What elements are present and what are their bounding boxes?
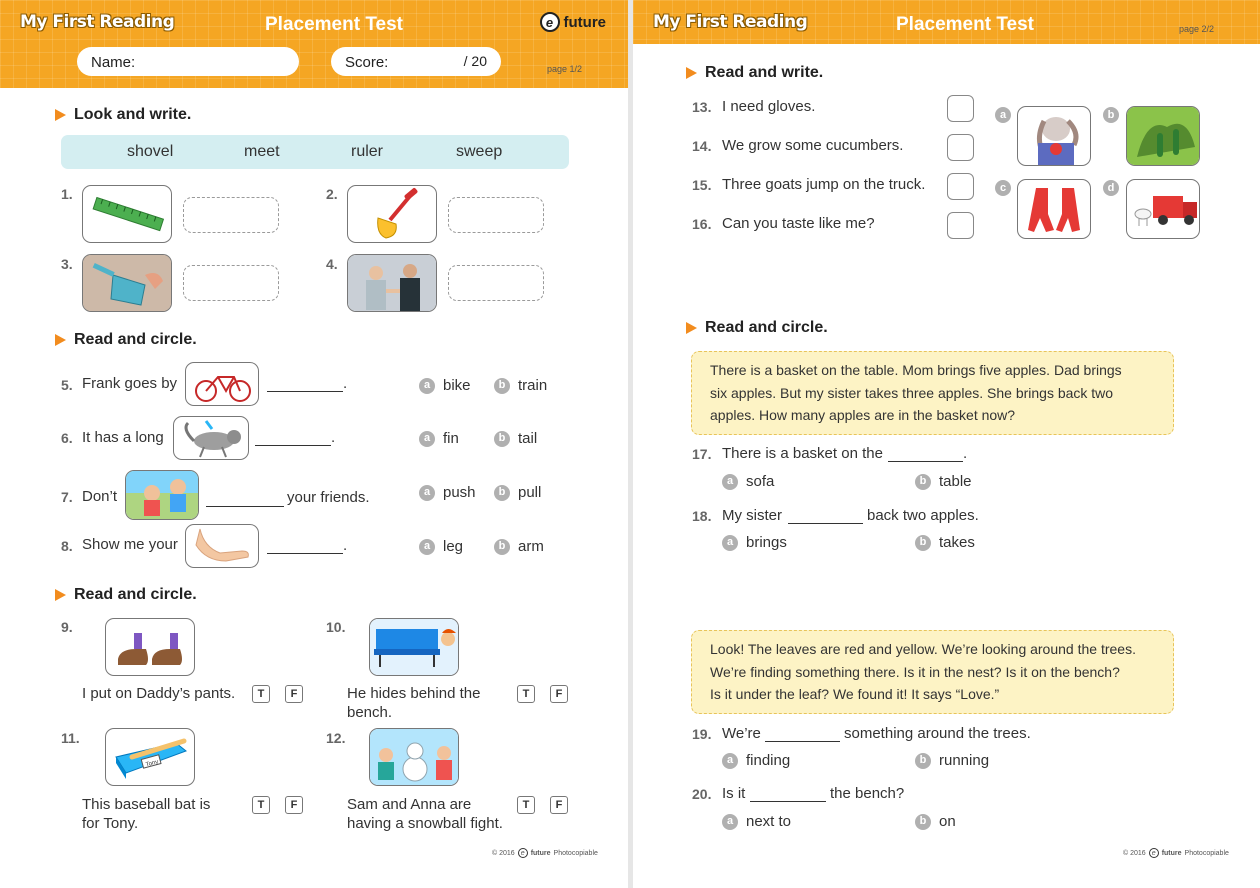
tony-tag-text: Tony (145, 759, 160, 769)
section-title: Look and write. (74, 106, 192, 123)
word-bank-item: ruler (351, 143, 384, 160)
copyright-brand: future (530, 849, 551, 857)
option-label: fin (443, 430, 459, 447)
question-number: 15. (692, 177, 712, 193)
answer-check-box[interactable] (947, 212, 974, 239)
answer-box[interactable] (183, 197, 279, 233)
option-c-bubble: c (995, 180, 1011, 196)
false-option[interactable]: F (285, 685, 303, 703)
triangle-bullet-icon (686, 67, 697, 79)
e-logo-icon: e (1149, 848, 1159, 858)
option-a-bubble: a (722, 814, 738, 830)
baseball-bat-box-image (105, 728, 195, 786)
section-read-and-circle (686, 319, 828, 337)
copyright-brand: future (1161, 849, 1182, 857)
option-b-bubble: b (915, 814, 931, 830)
brand-title: My First Reading (653, 12, 808, 32)
question-number: 19. (692, 726, 712, 742)
question-text: Three goats jump on the truck. (722, 176, 926, 193)
question-number: 12. (326, 730, 346, 746)
page-title: Placement Test (265, 14, 403, 35)
question-number: 4. (326, 256, 338, 272)
triangle-bullet-icon (686, 322, 697, 334)
question-number: 13. (692, 99, 712, 115)
question-number: 10. (326, 619, 346, 635)
word-bank-item: meet (244, 143, 280, 160)
copyright-note: Photocopiable (553, 849, 598, 857)
passage-line: apples. How many apples are in the basket now? (710, 407, 1016, 423)
word-bank-item: shovel (127, 143, 174, 160)
copyright-note: Photocopiable (1184, 849, 1229, 857)
option-b-bubble: b (494, 378, 510, 394)
ruler-image (82, 185, 172, 243)
question-text: We grow some cucumbers. (722, 137, 904, 154)
option-d-bubble: d (1103, 180, 1119, 196)
option-a[interactable] (722, 813, 791, 830)
page-title: Placement Test (896, 14, 1034, 35)
answer-box[interactable] (183, 265, 279, 301)
answer-blank[interactable] (255, 445, 331, 446)
answer-check-box[interactable] (947, 173, 974, 200)
worksheet-page-1 (0, 0, 628, 888)
question-text: the bench? (830, 785, 905, 802)
answer-box[interactable] (448, 197, 544, 233)
bench-image (369, 618, 459, 676)
question-text: Show me your (82, 536, 178, 553)
option-c-image[interactable] (1017, 179, 1091, 239)
copyright-notice (492, 848, 598, 858)
question-text: back two apples. (867, 507, 979, 524)
option-a[interactable] (419, 484, 476, 501)
arm-image (185, 524, 259, 568)
statement-text: I put on Daddy’s pants. (82, 685, 236, 702)
option-label: finding (746, 752, 791, 769)
passage-line: There is a basket on the table. Mom brings five apples. Dad brings (710, 362, 1122, 378)
option-label: leg (443, 538, 464, 555)
word-bank-item: sweep (456, 143, 503, 160)
e-logo-icon: e (518, 848, 528, 858)
question-text: Can you taste like me? (722, 215, 875, 232)
passage-line: six apples. But my sister takes three apples. She brings back two (710, 384, 1114, 401)
question-text: . (343, 375, 348, 392)
page-number: page 1/2 (547, 64, 583, 74)
meet-image (347, 254, 437, 312)
passage-line: Look! The leaves are red and yellow. We’re looking around the trees. (710, 641, 1136, 657)
option-a-bubble: a (419, 539, 435, 555)
question-text: something around the trees. (844, 725, 1031, 742)
question-text: . (343, 537, 348, 554)
answer-check-box[interactable] (947, 95, 974, 122)
name-label: Name: (91, 54, 136, 71)
sweep-image (82, 254, 172, 312)
option-b-image[interactable] (1126, 106, 1200, 166)
reading-passage-1 (691, 351, 1174, 435)
option-d-image[interactable] (1126, 179, 1200, 239)
option-b-bubble: b (915, 474, 931, 490)
question-number: 18. (692, 508, 712, 524)
question-number: 3. (61, 256, 73, 272)
section-title: Read and write. (705, 64, 824, 81)
option-a-bubble: a (419, 378, 435, 394)
option-label: pull (518, 484, 542, 501)
question-text: It has a long (82, 429, 164, 446)
option-b-bubble: b (1103, 107, 1119, 123)
option-b[interactable] (915, 813, 956, 830)
question-text: We’re (722, 725, 761, 742)
answer-check-box[interactable] (947, 134, 974, 161)
option-a[interactable] (722, 473, 774, 490)
answer-blank[interactable] (888, 461, 963, 462)
copyright-year: © 2016 (1123, 849, 1146, 857)
question-text: There is a basket on the (722, 445, 883, 462)
option-a-bubble: a (419, 485, 435, 501)
logo-text: future (563, 13, 606, 31)
question-number: 6. (61, 430, 73, 446)
question-text: Frank goes by (82, 375, 178, 392)
option-a-bubble: a (722, 535, 738, 551)
question-number: 5. (61, 377, 73, 393)
option-label: sofa (746, 473, 775, 490)
option-a[interactable] (722, 752, 790, 769)
option-b[interactable] (494, 538, 544, 555)
option-a[interactable] (419, 430, 459, 447)
shovel-image (347, 185, 437, 243)
question-number: 16. (692, 216, 712, 232)
statement-text: having a snowball fight. (347, 815, 503, 832)
shoes-image (105, 618, 195, 676)
statement-text: for Tony. (82, 815, 139, 832)
option-a-bubble: a (722, 474, 738, 490)
option-label: table (939, 473, 972, 490)
passage-line: We’re finding something there. Is it in the nest? Is it on the bench? (710, 663, 1120, 680)
question-number: 8. (61, 538, 73, 554)
page-header (633, 0, 1260, 44)
section-read-and-circle (55, 331, 197, 349)
false-option[interactable]: F (550, 796, 568, 814)
question-text: . (331, 429, 336, 446)
answer-blank[interactable] (750, 801, 826, 802)
e-future-logo (540, 12, 607, 32)
statement-text: This baseball bat is (82, 796, 211, 813)
section-read-and-circle-tf (55, 586, 197, 604)
score-total: / 20 (463, 53, 487, 69)
triangle-bullet-icon (55, 589, 66, 601)
e-logo-icon: e (540, 12, 560, 32)
option-a-bubble: a (419, 431, 435, 447)
option-a[interactable] (419, 377, 471, 394)
push-image (125, 470, 199, 520)
option-label: arm (518, 538, 544, 555)
page-header (0, 0, 628, 88)
option-label: push (443, 484, 476, 501)
option-label: running (939, 752, 990, 769)
question-number: 14. (692, 138, 712, 154)
answer-blank[interactable] (267, 553, 343, 554)
question-number: 20. (692, 786, 712, 802)
option-a-bubble: a (995, 107, 1011, 123)
word-bank (61, 135, 569, 169)
snowball-image (369, 728, 459, 786)
question-text: . (963, 445, 968, 462)
true-option[interactable]: T (252, 685, 270, 703)
answer-box[interactable] (448, 265, 544, 301)
bike-image (185, 362, 259, 406)
question-number: 9. (61, 619, 73, 635)
statement-text: He hides behind the (347, 685, 481, 702)
option-b-bubble: b (494, 485, 510, 501)
copyright-notice (1123, 848, 1229, 858)
question-text: My sister (722, 507, 782, 524)
brand-title: My First Reading (20, 12, 175, 32)
option-label: on (939, 813, 956, 830)
option-label: train (518, 377, 548, 394)
section-look-and-write (55, 106, 191, 124)
true-option[interactable]: T (517, 685, 535, 703)
answer-blank[interactable] (206, 506, 284, 507)
option-b-bubble: b (915, 535, 931, 551)
option-b[interactable] (494, 430, 537, 447)
option-a[interactable] (722, 534, 787, 551)
option-b[interactable] (494, 484, 541, 501)
name-field[interactable] (77, 47, 299, 76)
section-read-and-write (686, 64, 823, 82)
false-option[interactable]: F (550, 685, 568, 703)
question-number: 7. (61, 489, 73, 505)
section-title: Read and circle. (705, 319, 828, 336)
score-field[interactable] (331, 47, 501, 76)
option-b[interactable] (915, 752, 989, 769)
passage-line: Is it under the leaf? We found it! It says “Love.” (710, 686, 1000, 702)
question-number: 1. (61, 186, 73, 202)
answer-blank[interactable] (267, 391, 343, 392)
option-a-bubble: a (722, 753, 738, 769)
option-label: bike (443, 377, 471, 394)
option-b[interactable] (494, 377, 547, 394)
answer-blank[interactable] (788, 523, 863, 524)
option-b-bubble: b (494, 539, 510, 555)
option-a-image[interactable] (1017, 106, 1091, 166)
option-label: next to (746, 813, 792, 830)
option-b-bubble: b (915, 753, 931, 769)
question-number: 17. (692, 446, 712, 462)
false-option[interactable]: F (285, 796, 303, 814)
true-option[interactable]: T (252, 796, 270, 814)
true-option[interactable]: T (517, 796, 535, 814)
question-text: Is it (722, 785, 746, 802)
option-b-bubble: b (494, 431, 510, 447)
option-label: tail (518, 430, 538, 447)
copyright-year: © 2016 (492, 849, 515, 857)
statement-text: bench. (347, 704, 393, 721)
section-title: Read and circle. (74, 331, 197, 348)
option-label: takes (939, 534, 975, 551)
question-number: 11. (61, 730, 80, 746)
question-text: your friends. (287, 489, 370, 506)
option-label: brings (746, 534, 787, 551)
option-b[interactable] (915, 473, 972, 490)
question-number: 2. (326, 186, 338, 202)
page-number: page 2/2 (1179, 24, 1215, 34)
statement-text: Sam and Anna are (347, 796, 472, 813)
triangle-bullet-icon (55, 109, 66, 121)
triangle-bullet-icon (55, 334, 66, 346)
question-text: Don’t (82, 488, 118, 505)
option-a[interactable] (419, 538, 463, 555)
question-text: I need gloves. (722, 98, 816, 115)
cat-tail-image (173, 416, 249, 460)
option-b[interactable] (915, 534, 975, 551)
section-title: Read and circle. (74, 586, 197, 603)
answer-blank[interactable] (765, 741, 840, 742)
score-label: Score: (345, 54, 389, 71)
reading-passage-2 (691, 630, 1174, 714)
